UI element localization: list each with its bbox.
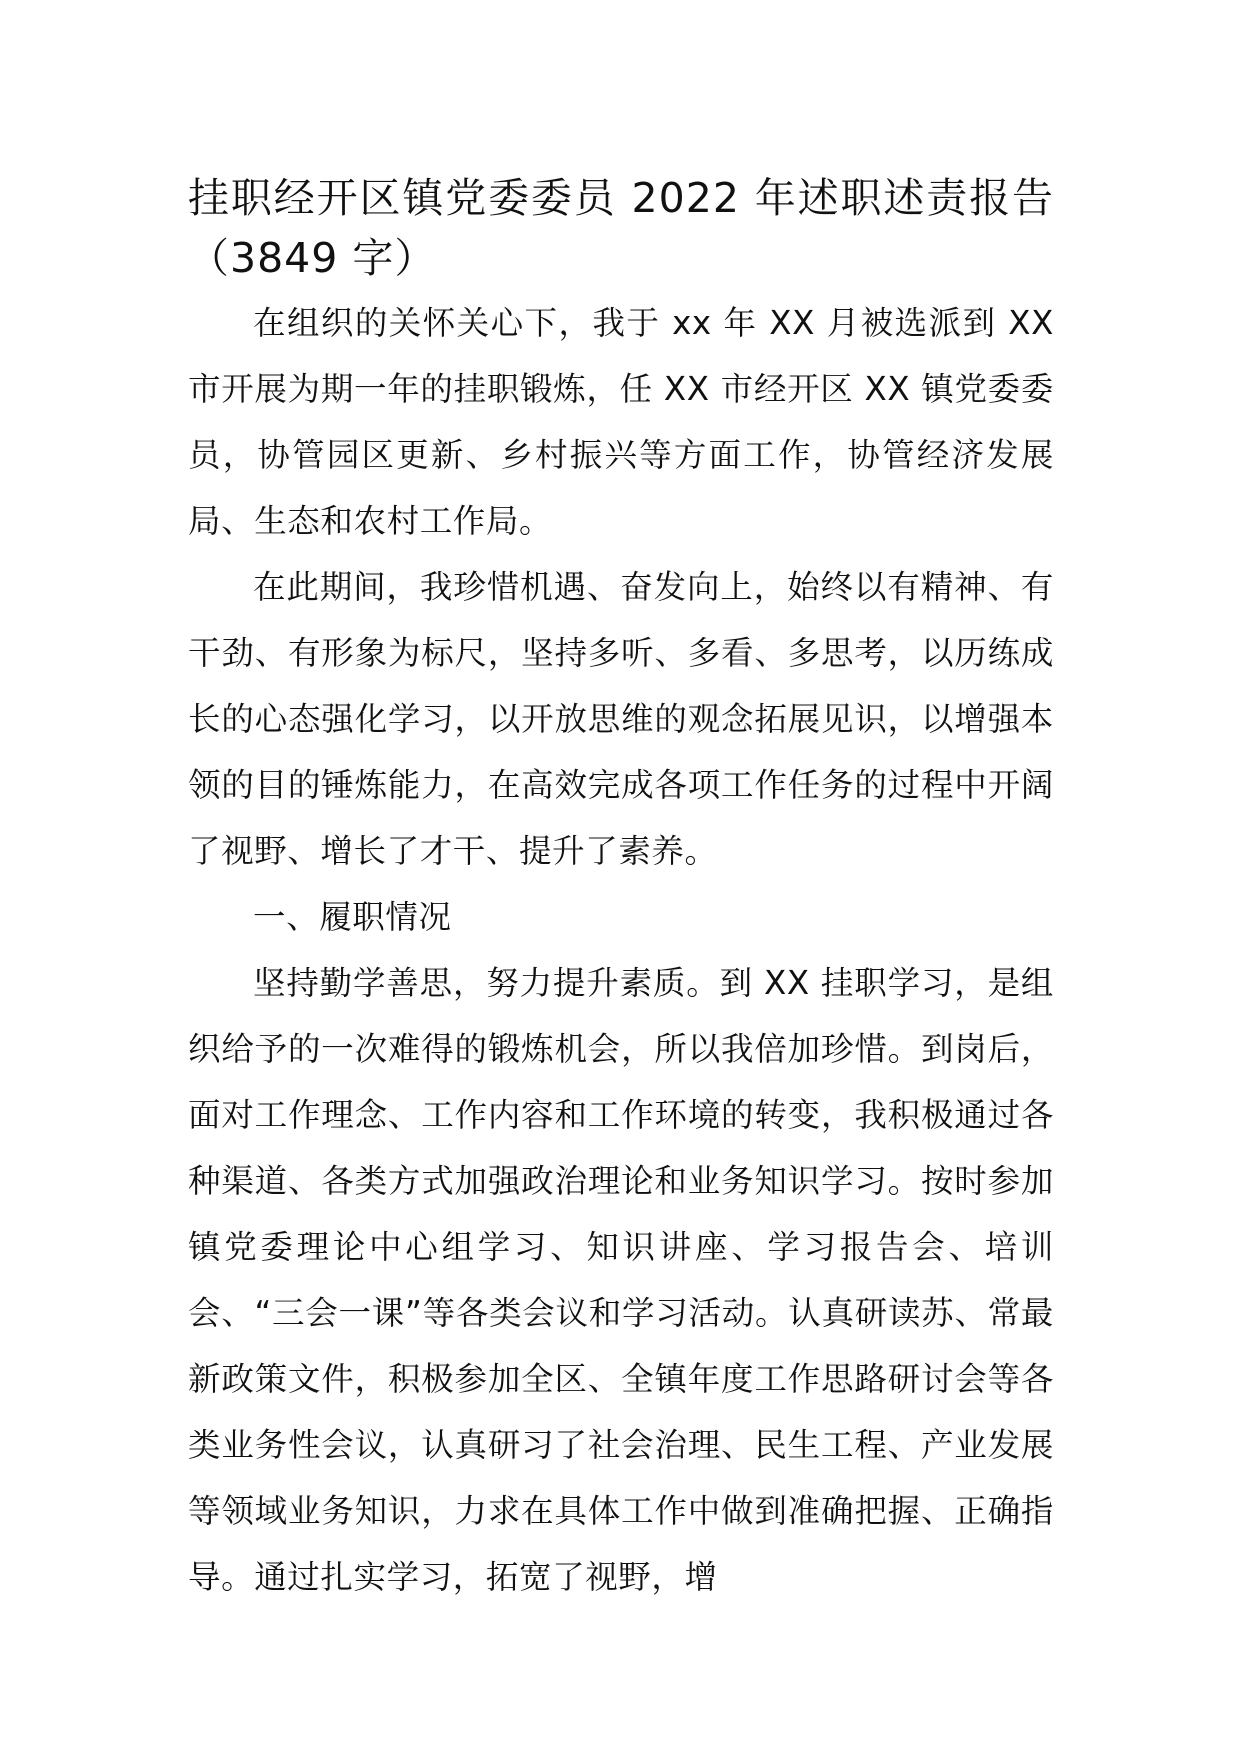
paragraph-intro: 在组织的关怀关心下，我于 xx 年 XX 月被选派到 XX 市开展为期一年的挂职锻炼，任 XX 市经开区 XX 镇党委委员，协管园区更新、乡村振兴等方面工作，协管经济发展局、生态和农村工作局。: [188, 304, 1054, 540]
paragraph-section-body: 坚持勤学善思，努力提升素质。到 XX 挂职学习，是组织给予的一次难得的锻炼机会，所以我倍加珍惜。到岗后，面对工作理念、工作内容和工作环境的转变，我积极通过各种渠道、各类方式加强政治理论和业务知识学习。按时参加镇党委理论中心组学习、知识讲座、学习报告会、培训会、“三会一课”等各类会议和学习活动。认真研读苏、常最新政策文件，积极参加全区、全镇年度工作思路研讨会等各类业务性会议，认真研习了社会治理、民生工程、产业发展等领域业务知识，力求在具体工作中做到准确把握、正确指导。通过扎实学习，拓宽了视野，增: [188, 964, 1054, 1596]
paragraph-summary: 在此期间，我珍惜机遇、奋发向上，始终以有精神、有干劲、有形象为标尺，坚持多听、多看、多思考，以历练成长的心态强化学习，以开放思维的观念拓展见识，以增强本领的目的锤炼能力，在高效完成各项工作任务的过程中开阔了视野、增长了才干、提升了素养。: [188, 568, 1054, 870]
document-title: 挂职经开区镇党委委员 2022 年述职述责报告（3849 字）: [188, 174, 1054, 282]
section-heading: 一、履职情况: [253, 898, 452, 936]
document-body: [188, 168, 1054, 1610]
